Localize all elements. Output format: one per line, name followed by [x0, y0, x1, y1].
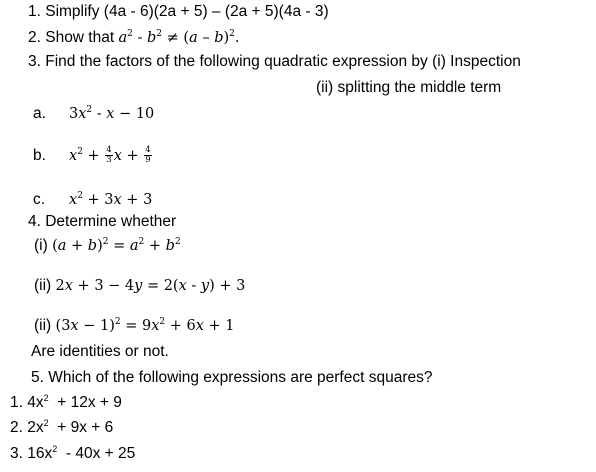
- question-5-title: 5. Which of the following expressions are perfect squares?: [31, 369, 433, 386]
- question-3-line-2: (ii) splitting the middle term: [316, 79, 502, 96]
- item-expression: $(3x - 1)^2 = 9x^2 + 6x + 1$: [55, 317, 235, 334]
- item-number: 1.: [10, 394, 23, 411]
- question-5-item-3: 3. $16x^2 - 40x + 25$: [10, 444, 136, 462]
- question-3-item-a: [33, 106, 154, 122]
- item-expression: $(a + b)^2 = a^2 + b^2$: [52, 237, 181, 254]
- item-label: a.: [33, 105, 46, 122]
- question-4-title: 4. Determine whether: [28, 213, 177, 230]
- question-3-line-1: 3. Find the factors of the following quadratic expression by (i) Inspection: [28, 53, 521, 70]
- question-4-footer: Are identities or not.: [31, 343, 169, 360]
- item-label: (i): [34, 237, 48, 254]
- item-number: 3.: [10, 445, 23, 462]
- question-2-expression: $a^2 - b^2 \ne (a - b)^2$.: [118, 29, 240, 46]
- question-1: 1. Simplify (4a - 6)(2a + 5) – (2a + 5)(4a - 3): [28, 3, 329, 20]
- question-3-item-b: [33, 146, 153, 165]
- item-label: c.: [33, 191, 46, 208]
- question-4-item-2: [34, 278, 245, 294]
- item-label: b.: [33, 146, 46, 164]
- item-number: 2.: [10, 419, 23, 436]
- item-expression: $3x^2 - x - 10$: [69, 105, 155, 122]
- item-expression: 2x + 3 − 4y = 2(x - y) + 3: [55, 278, 246, 294]
- question-5-item-1: 1. $4x^2 + 12x + 9$: [10, 393, 122, 411]
- question-2-prefix: 2. Show that: [28, 29, 115, 46]
- question-4-item-1: [34, 238, 181, 254]
- item-label: (ii): [34, 317, 52, 334]
- question-3-item-c: [33, 192, 152, 208]
- fraction: $\frac{4}{9}$: [145, 145, 151, 165]
- item-expression: $x^2$ + $\frac{4}{3}$ x + $\frac{4}{9}$: [69, 145, 151, 165]
- item-label: (ii): [34, 277, 52, 294]
- fraction: $\frac{4}{3}$: [106, 145, 112, 165]
- question-2: [28, 30, 240, 46]
- question-5-item-2: 2. $2x^2 + 9x + 6$: [10, 418, 114, 436]
- item-expression: $x^2 + 3x + 3$: [69, 191, 153, 208]
- question-4-item-3: [34, 318, 234, 334]
